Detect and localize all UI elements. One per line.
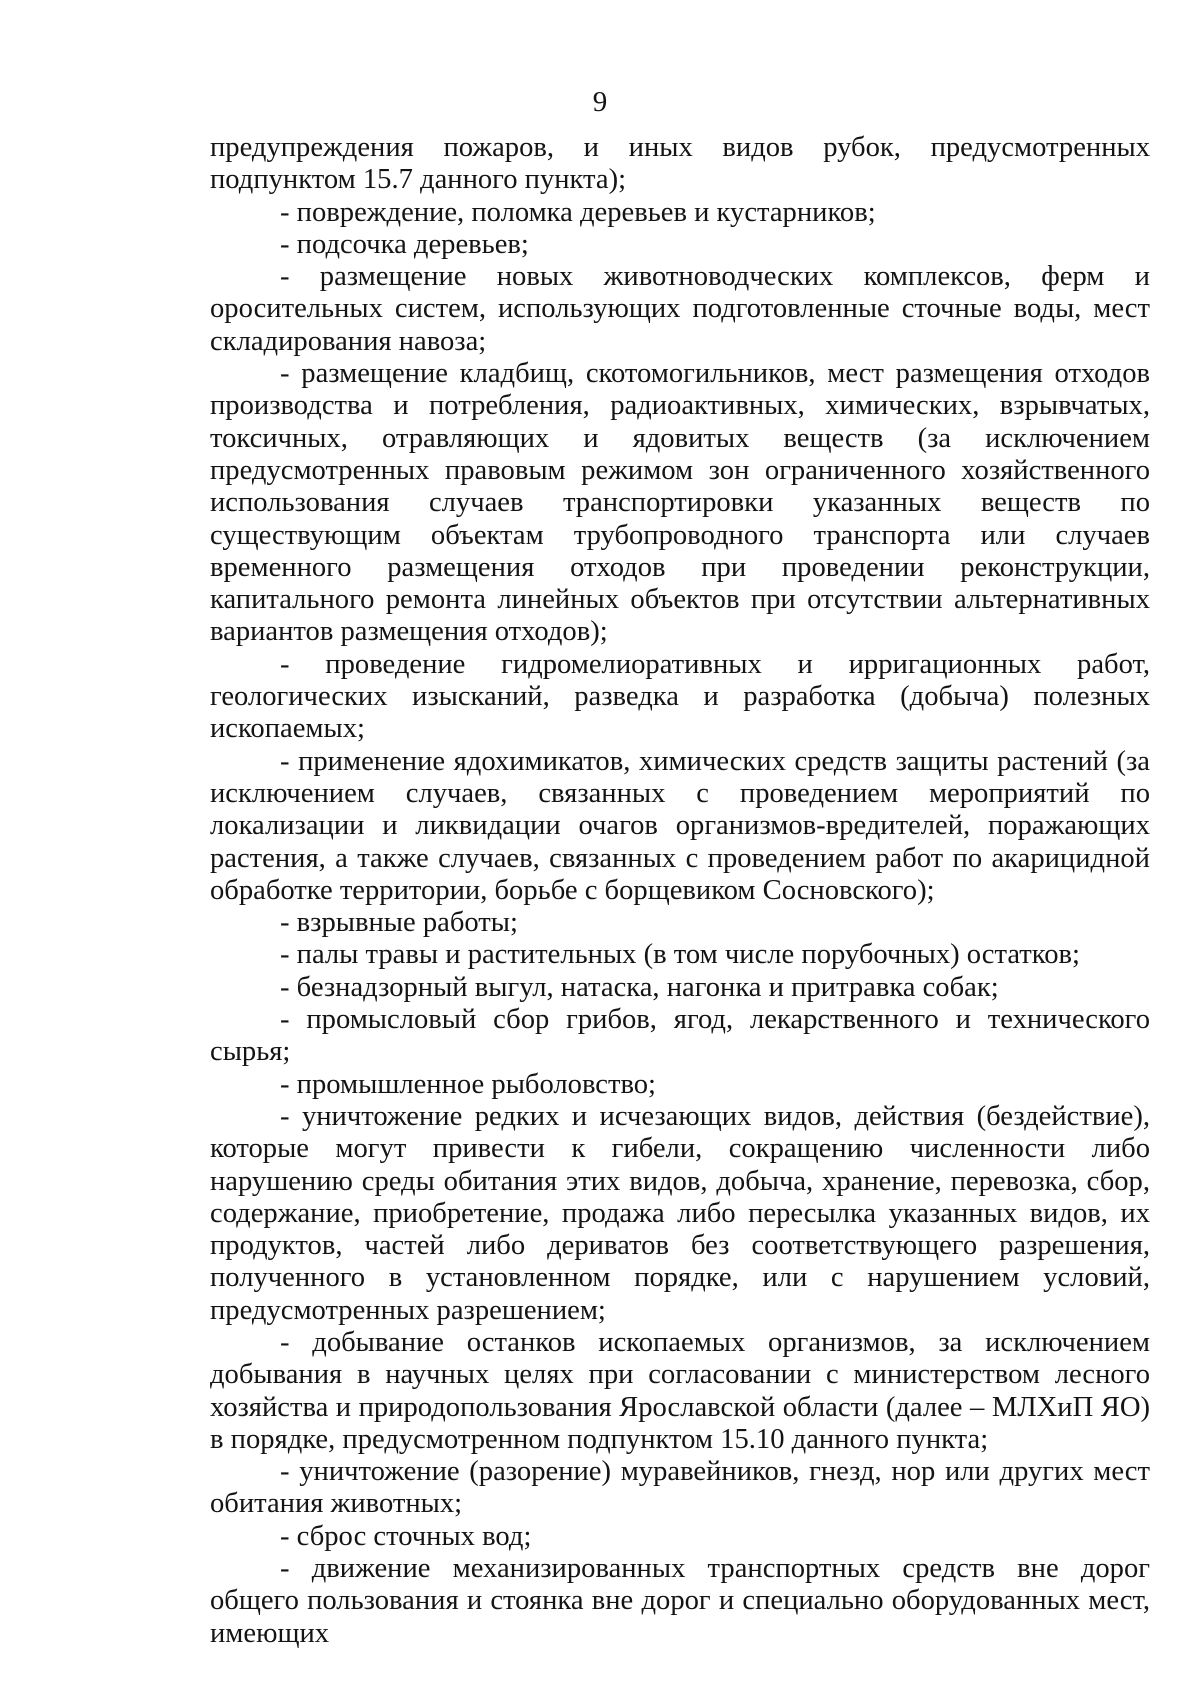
paragraph-4: - размещение новых животноводческих комплексов, ферм и оросительных систем, использующих подготовленные сточные воды, мест складирования навоза; — [210, 261, 1150, 357]
paragraph-14: - добывание останков ископаемых организмов, за исключением добывания в научных целях при согласовании с министерством лесного хозяйства и природопользования Ярославской области (далее – МЛХиП ЯО) в порядке, предусмотренном подпунктом 15.10 данного пункта; — [210, 1326, 1150, 1455]
paragraph-7: - применение ядохимикатов, химических средств защиты растений (за исключением случаев, связанных с проведением мероприятий по локализации и ликвидации очагов организмов-вредителей, поражающих растения, а также случаев, связанных с проведением работ по акарицидной обработке территории, борьбе с борщевиком Сосновского); — [210, 745, 1150, 906]
paragraph-11: - промысловый сбор грибов, ягод, лекарственного и технического сырья; — [210, 1004, 1150, 1068]
paragraph-15: - уничтожение (разорение) муравейников, гнезд, нор или других мест обитания животных; — [210, 1456, 1150, 1520]
paragraph-3: - подсочка деревьев; — [280, 228, 529, 260]
paragraph-2: - повреждение, поломка деревьев и кустарников; — [280, 196, 876, 228]
paragraph-17: - движение механизированных транспортных средств вне дорог общего пользования и стоянка вне дорог и специально оборудованных мест, имеющих — [210, 1553, 1150, 1649]
page-number: 9 — [592, 86, 608, 118]
paragraph-6: - проведение гидромелиоративных и ирригационных работ, геологических изысканий, разведка и разработка (добыча) полезных ископаемых; — [210, 648, 1150, 745]
paragraph-16: - сброс сточных вод; — [280, 1520, 532, 1552]
paragraph-12: - промышленное рыболовство; — [280, 1068, 657, 1100]
paragraph-10: - безнадзорный выгул, натаска, нагонка и притравка собак; — [280, 971, 999, 1003]
paragraph-5: - размещение кладбищ, скотомогильников, мест размещения отходов производства и потребления, радиоактивных, химических, взрывчатых, токсичных, отравляющих и ядовитых веществ (за исключением предусмотренных правовым режимом зон ограниченного хозяйственного использования случаев транспортировки указанных веществ по существующим объектам трубопроводного транспорта или случаев временного размещения отходов при проведении реконструкции, капитального ремонта линейных объектов при отсутствии альтернативных вариантов размещения отходов); — [210, 358, 1150, 648]
paragraph-8: - взрывные работы; — [280, 907, 518, 939]
document-body — [210, 132, 1150, 1650]
paragraph-1: предупреждения пожаров, и иных видов рубок, предусмотренных подпунктом 15.7 данного пункта); — [210, 132, 1150, 196]
paragraph-9: - палы травы и растительных (в том числе порубочных) остатков; — [280, 939, 1080, 971]
paragraph-13: - уничтожение редких и исчезающих видов, действия (бездействие), которые могут привести к гибели, сокращению численности либо нарушению среды обитания этих видов, добыча, хранение, перевозка, сбор, содержание, приобретение, продажа либо пересылка указанных видов, их продуктов, частей либо дериватов без соответствующего разрешения, полученного в установленном порядке, или с нарушением условий, предусмотренных разрешением; — [210, 1100, 1150, 1326]
